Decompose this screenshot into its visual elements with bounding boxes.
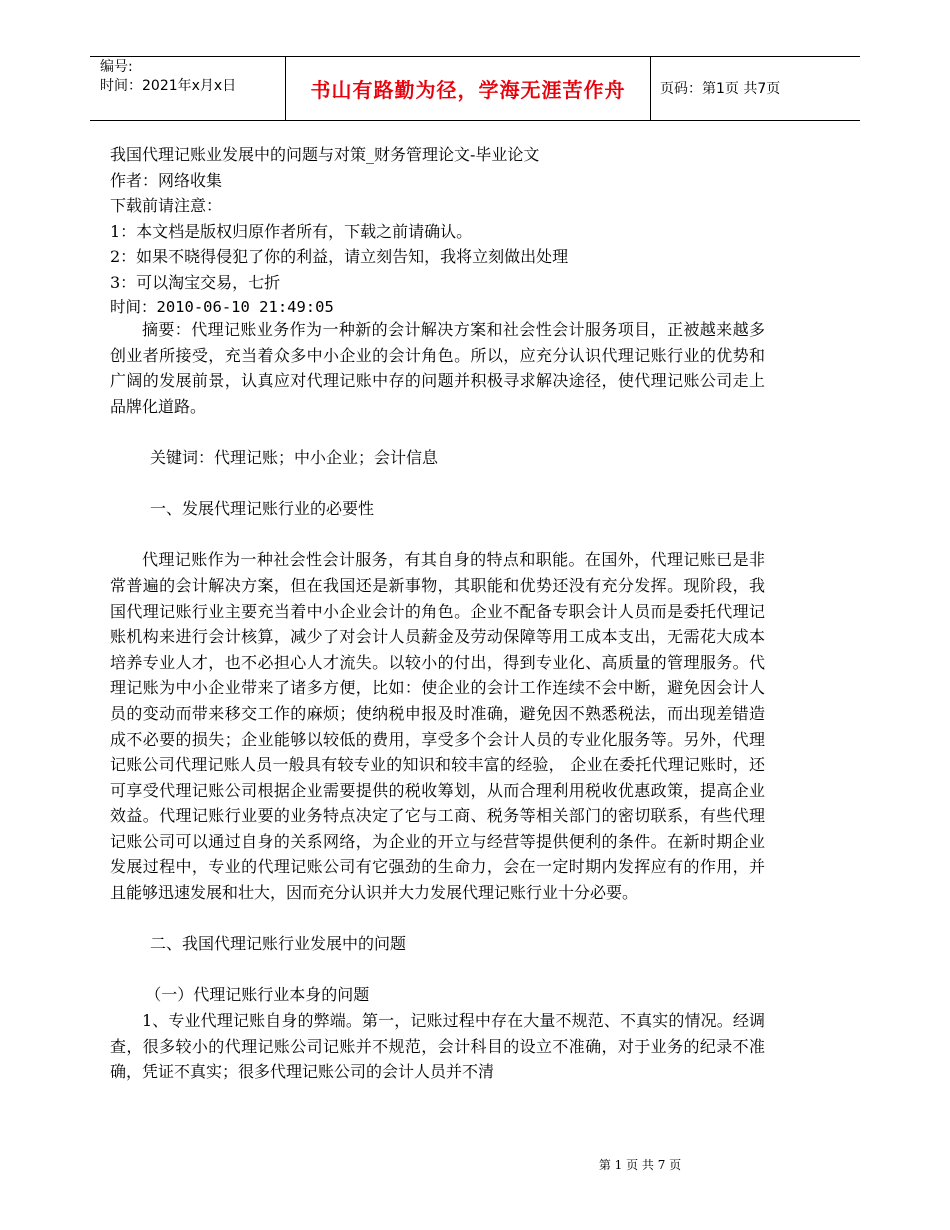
header-page-info: 页码：第1页 共7页	[660, 81, 781, 97]
section-heading-2: 二、我国代理记账行业发展中的问题	[150, 934, 407, 954]
notice-item-2: 2：如果不晓得侵犯了你的利益，请立刻告知，我将立刻做出处理	[110, 247, 569, 266]
document-time-label: 时间：2021年x月x日	[100, 78, 237, 94]
document-title: 我国代理记账业发展中的问题与对策_财务管理论文-毕业论文	[110, 145, 540, 164]
document-body	[110, 317, 765, 1085]
body-paragraph-1: 代理记账作为一种社会性会计服务，有其自身的特点和职能。在国外，代理记账已是非常普遍的会计解决方案，但在我国还是新事物，其职能和优势还没有充分发挥。现阶段，我国代理记账行业主要充当着中小企业会计的角色。企业不配备专职会计人员而是委托代理记账机构来进行会计核算，减少了对会计人员薪金及劳动保障等用工成本支出，无需花大成本培养专业人才，也不必担心人才流失。以较小的付出，得到专业化、高质量的管理服务。代理记账为中小企业带来了诸多方便，比如：使企业的会计工作连续不会中断，避免因会计人员的变动而带来移交工作的麻烦；使纳税申报及时准确，避免因不熟悉税法，而出现差错造成不必要的损失；企业能够以较低的费用，享受多个会计人员的专业化服务等。另外，代理记账公司代理记账人员一般具有较专业的知识和较丰富的经验， 企业在委托代理记账时，还可享受代理记账公司根据企业需要提供的税收筹划，从而合理利用税收优惠政策，提高企业效益。代理记账行业要的业务特点决定了它与工商、税务等相关部门的密切联系，有些代理记账公司可以通过自身的关系网络，为企业的开立与经营等提供便利的条件。在新时期企业发展过程中，专业的代理记账公司有它强劲的生命力，会在一定时期内发挥应有的作用，并且能够迅速发展和壮大，因而充分认识并大力发展代理记账行业十分必要。	[110, 550, 765, 903]
document-author: 作者：网络收集	[110, 170, 223, 190]
header-bottom-rule	[90, 120, 860, 121]
document-meta	[110, 142, 810, 321]
notice-item-3: 3：可以淘宝交易，七折	[110, 272, 281, 292]
publish-time: 时间：2010-06-10 21:49:05	[110, 298, 334, 316]
header-motto: 书山有路勤为径，学海无涯苦作舟	[285, 57, 651, 120]
page-footer	[0, 1156, 950, 1173]
notice-item-1: 1：本文档是版权归原作者所有，下载之前请确认。	[110, 221, 473, 241]
section-heading-1: 一、发展代理记账行业的必要性	[150, 499, 375, 519]
header-left	[100, 58, 280, 96]
subsection-heading-1: （一）代理记账行业本身的问题	[145, 985, 370, 1005]
keywords-line: 关键词：代理记账；中小企业；会计信息	[150, 447, 439, 467]
document-number-label: 编号:	[100, 59, 133, 75]
notice-title: 下载前请注意：	[110, 196, 223, 215]
body-paragraph-2: 1、专业代理记账自身的弊端。第一，记账过程中存在大量不规范、不真实的情况。经调查，很多较小的代理记账公司记账并不规范，会计科目的设立不准确，对于业务的纪录不准确，凭证不真实；很多代理记账公司的会计人员并不清	[110, 1011, 765, 1082]
footer-page-number: 第 1 页 共 7 页	[598, 1158, 682, 1172]
abstract-paragraph: 摘要：代理记账业务作为一种新的会计解决方案和社会性会计服务项目，正被越来越多创业者所接受，充当着众多中小企业的会计角色。所以，应充分认识代理记账行业的优势和广阔的发展前景，认真应对代理记账中存的问题并积极寻求解决途径，使代理记账公司走上品牌化道路。	[110, 320, 765, 416]
